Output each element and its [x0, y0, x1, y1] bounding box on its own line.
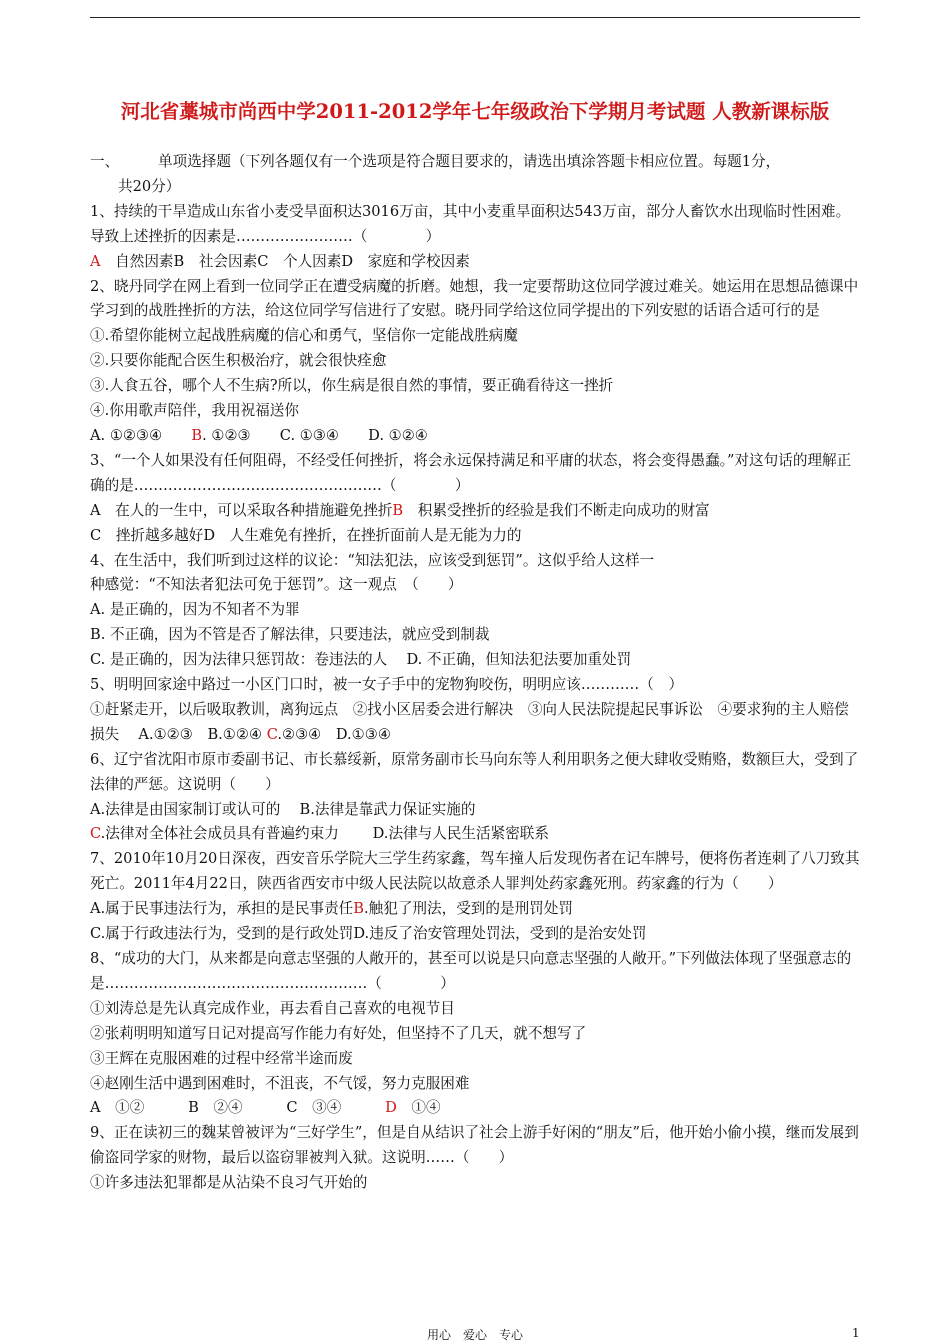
question-3-answer: B [392, 501, 404, 519]
question-5-stem: 5、明明回家途中路过一小区门口时，被一女子手中的宠物狗咬伤，明明应该…………（ ） [90, 676, 684, 694]
question-4-option-b: B. 不正确，因为不管是否了解法律，只要违法，就应受到制裁 [90, 626, 490, 644]
question-1-stem: 1、持续的干旱造成山东省小麦受旱面积达3016万亩，其中小麦重旱面积达543万亩，部分人畜饮水出现临时性困难。导致上述挫折的因素是……………………（ ） [90, 202, 851, 245]
question-7-answer: B [353, 900, 365, 918]
question-2-statement: ①.希望你能树立起战胜病魔的信心和勇气，坚信你一定能战胜病魔 [90, 327, 518, 345]
question-9-statement: ①许多违法犯罪都是从沾染不良习气开始的 [90, 1174, 368, 1192]
section-heading [90, 150, 862, 175]
question-2-statement: ②.只要你能配合医生积极治疗，就会很快痊愈 [90, 352, 387, 370]
question-2-options: A. ①②③④ B. ①②③ C. ①③④ D. ①②④ [90, 426, 428, 444]
document-title: 河北省藁城市尚西中学2011-2012学年七年级政治下学期月考试题 人教新课标版 [120, 100, 830, 123]
section-instruction-cont: 共20分） [118, 177, 181, 195]
question-2-statement: ③.人食五谷，哪个人不生病?所以，你生病是很自然的事情，要正确看待这一挫折 [90, 377, 614, 395]
question-5-options: ①赶紧走开，以后吸取教训，离狗远点 ②找小区居委会进行解决 ③向人民法院提起民事诉讼 ④要求狗的主人赔偿损失 A.①②③ B.①②④ C.②③④ D.①③④ [90, 700, 849, 743]
page-number: 1 [852, 1326, 860, 1340]
question-8-statement: ②张莉明明知道写日记对提高写作能力有好处，但坚持不了几天，就不想写了 [90, 1024, 587, 1042]
question-4-option-a: A. 是正确的，因为不知者不为罪 [90, 601, 300, 619]
question-2-answer: B [191, 426, 203, 444]
question-7-stem: 7、2010年10月20日深夜，西安音乐学院大三学生药家鑫，驾车撞人后发现伤者在记车牌号，便将伤者连刺了八刀致其死亡。2011年4月22日，陕西省西安市中级人民法院以故意杀人罪判处药家鑫死刑。药家鑫的行为（ ） [90, 850, 860, 893]
question-7-options-cd: C.属于行政违法行为，受到的是行政处罚D.违反了治安管理处罚法，受到的是治安处罚 [90, 925, 647, 943]
question-2-statement: ④.你用歌声陪伴，我用祝福送你 [90, 402, 299, 420]
question-8-statement: ④赵刚生活中遇到困难时，不沮丧，不气馁，努力克服困难 [90, 1074, 470, 1092]
question-4-stem: 4、在生活中，我们听到过这样的议论：“知法犯法，应该受到惩罚”。这似乎给人这样一 [90, 551, 655, 569]
question-4-stem-cont: 种感觉：“不知法者犯法可免于惩罚”。这一观点 （ ） [90, 576, 463, 594]
page-footer: 用心 爱心 专心 [426, 1328, 523, 1342]
document-body [90, 150, 862, 1196]
question-3-options: A 在人的一生中，可以采取各种措施避免挫折B 积累受挫折的经验是我们不断走向成功的财富 [90, 501, 710, 519]
header-rule [90, 17, 860, 18]
section-number: 一、 [90, 153, 120, 170]
question-7-options-ab: A.属于民事违法行为，承担的是民事责任B.触犯了刑法，受到的是刑罚处罚 [90, 900, 573, 918]
question-6-options-ab: A.法律是由国家制订或认可的 B.法律是靠武力保证实施的 [90, 800, 476, 818]
section-instruction: 单项选择题（下列各题仅有一个选项是符合题目要求的，请选出填涂答题卡相应位置。每题1分， [158, 153, 781, 170]
question-5-answer: C [266, 725, 278, 743]
question-8-options: A ①② B ②④ C ③④ D ①④ [90, 1099, 441, 1117]
question-6-stem: 6、辽宁省沈阳市原市委副书记、市长慕绥新，原常务副市长马向东等人利用职务之便大肆收受贿赂，数额巨大，受到了法律的严惩。这说明（ ） [90, 750, 859, 793]
question-8-answer: D [385, 1099, 397, 1117]
question-3-options-cd: C 挫折越多越好D 人生难免有挫折，在挫折面前人是无能为力的 [90, 526, 522, 544]
question-8-statement: ③王辉在克服困难的过程中经常半途而废 [90, 1049, 353, 1067]
question-8-stem: 8、“成功的大门，从来都是向意志坚强的人敞开的，甚至可以说是只向意志坚强的人敞开。”下列做法体现了坚强意志的是………………………………………………（ ） [90, 950, 852, 992]
question-4-option-cd: C. 是正确的，因为法律只惩罚故：卷违法的人 D. 不正确，但知法犯法要加重处罚 [90, 651, 632, 669]
question-3-stem: 3、“一个人如果没有任何阻碍，不经受任何挫折，将会永远保持满足和平庸的状态，将会变得愚蠢。”对这句话的理解正确的是……………………………………………（ ） [90, 451, 852, 494]
question-6-answer: C [90, 825, 101, 843]
question-6-options-cd: C.法律对全体社会成员具有普遍约束力 D.法律与人民生活紧密联系 [90, 825, 549, 843]
question-8-statement: ①刘涛总是先认真完成作业，再去看自己喜欢的电视节目 [90, 999, 455, 1017]
question-2-stem: 2、晓丹同学在网上看到一位同学正在遭受病魔的折磨。她想，我一定要帮助这位同学渡过难关。她运用在思想品德课中学习到的战胜挫折的方法，给这位同学写信进行了安慰。晓丹同学给这位同学提出的下列安慰的话语合适可行的是 [90, 277, 859, 320]
question-9-stem: 9、正在读初三的魏某曾被评为“三好学生”，但是自从结识了社会上游手好闲的“朋友”后，他开始小偷小摸，继而发展到偷盗同学家的财物，最后以盗窃罪被判入狱。这说明……（ ） [90, 1124, 859, 1167]
question-1-options: A 自然因素B 社会因素C 个人因素D 家庭和学校因素 [90, 252, 470, 270]
question-1-answer: A [90, 252, 101, 270]
